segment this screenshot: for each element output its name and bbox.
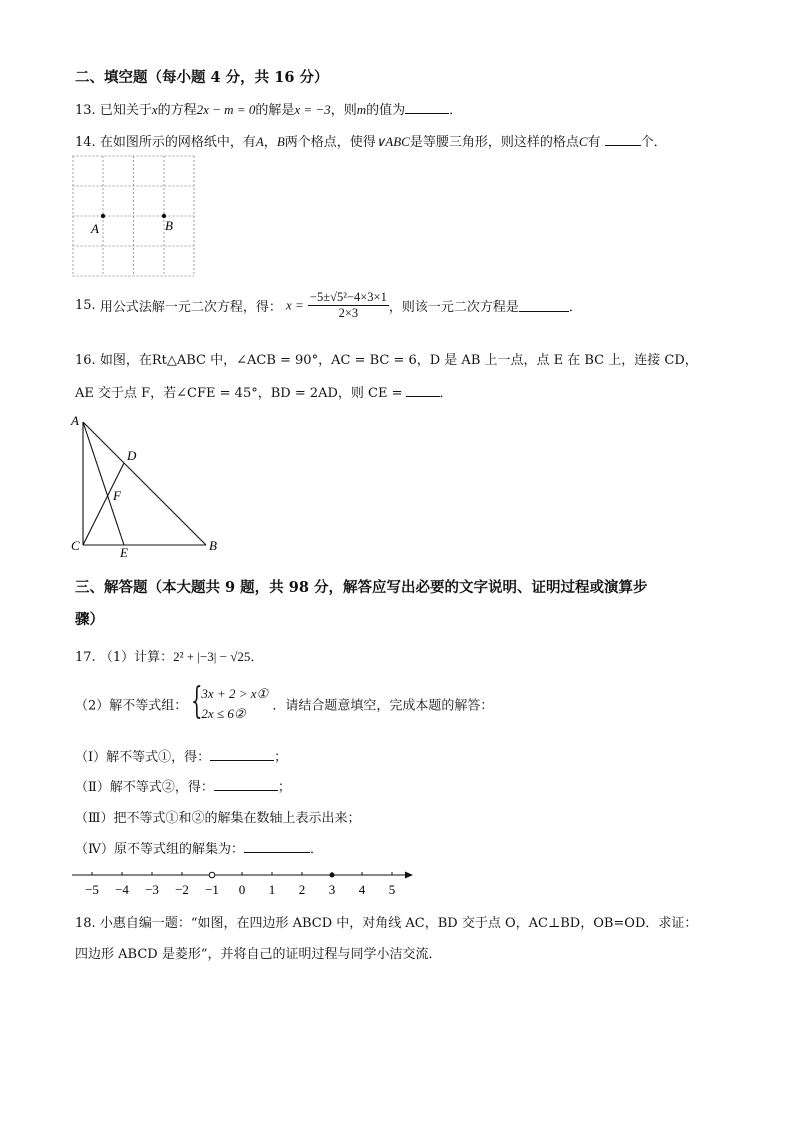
label-c: C xyxy=(71,538,80,553)
side-ab xyxy=(83,422,206,545)
q17-step2-text: （Ⅱ）解不等式②，得： xyxy=(75,780,214,795)
label-e: E xyxy=(120,545,128,560)
brace-icon: { xyxy=(191,681,203,722)
q13-tail: ． xyxy=(449,103,463,118)
q14-text1: 在如图所示的网格纸中，有 xyxy=(99,135,256,150)
grid-point-a xyxy=(101,214,105,218)
grid-label-a: A xyxy=(91,221,99,236)
q17-step1 xyxy=(75,746,287,765)
q17-step4 xyxy=(75,838,323,857)
q14-grid-figure xyxy=(72,155,197,279)
q14-text3: 是等腰三角形，则这样的格点 xyxy=(409,135,579,150)
q17-step2 xyxy=(75,776,291,795)
axis-tick-label: 2 xyxy=(298,882,306,897)
q17-inequality-1: 3x + 2 > x① xyxy=(201,686,269,701)
question-number: 15. xyxy=(75,298,96,313)
number-line xyxy=(70,866,420,900)
q15-denominator: 2×3 xyxy=(338,306,359,320)
q17-part2-label: （2）解不等式组： xyxy=(75,698,188,714)
q16-triangle-figure xyxy=(66,410,226,565)
axis-tick-label: 1 xyxy=(268,882,276,897)
question-13 xyxy=(75,99,462,118)
open-point-minus-1 xyxy=(209,872,215,878)
axis-tick-label: 5 xyxy=(388,882,396,897)
q16-tail: ． xyxy=(439,386,453,401)
question-number: 13. xyxy=(75,103,96,118)
q17-step4-text: （Ⅳ）原不等式组的解集为： xyxy=(75,842,244,857)
q13-text-post: ，则 xyxy=(330,103,357,118)
axis-tick-label: 3 xyxy=(328,882,336,897)
q18-line1: 小惠自编一题：“如图，在四边形 ABCD 中，对角线 AC，BD 交于点 O，AC⊥BD，OB=OD．求证： xyxy=(99,916,698,931)
question-16-line1 xyxy=(75,349,698,368)
answer-blank[interactable] xyxy=(519,299,569,312)
answer-blank[interactable] xyxy=(214,778,278,791)
q16-line1: 如图，在Rt△ABC 中，∠ACB = 90°，AC = BC = 6，D 是 AB 上一点，点 E 在 BC 上，连接 CD， xyxy=(99,353,698,368)
question-number: 16. xyxy=(75,353,96,368)
q13-equation: 2x − m = 0 xyxy=(196,102,256,117)
section-heading-solve: 三、解答题（本大题共 9 题，共 98 分，解答应写出必要的文字说明、证明过程或演算步 xyxy=(75,579,648,596)
q14-text4: 有 xyxy=(587,135,601,150)
q17-part1-label: （1）计算： xyxy=(99,650,174,665)
label-d: D xyxy=(127,448,137,463)
arrow-icon xyxy=(405,872,413,879)
answer-blank[interactable] xyxy=(244,840,310,853)
semicolon: ； xyxy=(274,750,288,765)
q13-var-x: x xyxy=(151,102,158,117)
q14-text2: 两个格点，使得 xyxy=(284,135,376,150)
axis-tick-label: −4 xyxy=(115,882,129,897)
question-15 xyxy=(75,290,582,321)
q17-inequality-2: 2x ≤ 6② xyxy=(201,706,246,721)
q13-text-mid2: 的解是 xyxy=(255,103,295,118)
question-18-line1 xyxy=(75,912,697,931)
axis-tick-label: −2 xyxy=(175,882,189,897)
q17-part2-instruction: ．请结合题意填空，完成本题的解答： xyxy=(272,698,494,714)
question-17-part1 xyxy=(75,646,263,665)
grid-label-b: B xyxy=(165,218,173,233)
axis-tick-label: −3 xyxy=(145,882,159,897)
q16-line2: AE 交于点 F，若∠CFE = 45°，BD = 2AD，则 CE = xyxy=(75,386,403,401)
question-number: 18. xyxy=(75,916,96,931)
axis-tick-label: 4 xyxy=(358,882,366,897)
q15-text1: 用公式法解一元二次方程，得： xyxy=(99,300,282,315)
q17-inequality-system xyxy=(191,681,269,724)
label-f: F xyxy=(113,488,121,503)
q15-numerator: −5±√5²−4×3×1 xyxy=(309,290,387,304)
question-17-part2 xyxy=(75,681,494,724)
q13-text-end: 的值为 xyxy=(366,103,406,118)
axis-tick-label: 0 xyxy=(238,882,246,897)
axis-tick-label: −1 xyxy=(205,882,219,897)
question-number: 14. xyxy=(75,135,96,150)
label-b: B xyxy=(209,538,217,553)
q14-tail: 个． xyxy=(640,135,667,150)
answer-blank[interactable] xyxy=(605,133,641,146)
segment-ae xyxy=(83,422,124,545)
period: ． xyxy=(310,842,324,857)
q14-point-b: B xyxy=(276,134,285,149)
question-14 xyxy=(75,131,667,150)
q13-var-m: m xyxy=(356,102,367,117)
q14-point-a: A xyxy=(255,134,264,149)
closed-point-3 xyxy=(330,873,335,878)
label-a: A xyxy=(71,413,79,428)
section-heading-solve-cont: 骤） xyxy=(75,611,104,628)
q17-step1-text: （Ⅰ）解不等式①，得： xyxy=(75,750,211,765)
question-18-line2: 四边形 ABCD 是菱形”，并将自己的证明过程与同学小洁交流． xyxy=(75,947,442,962)
semicolon: ； xyxy=(277,780,291,795)
q13-text-mid: 的方程 xyxy=(157,103,197,118)
q15-text2: ，则该一元二次方程是 xyxy=(388,300,519,315)
segment-cd xyxy=(83,463,124,545)
answer-blank[interactable] xyxy=(406,384,440,397)
section-heading-fill-in: 二、填空题（每小题 4 分，共 16 分） xyxy=(75,69,329,86)
q17-tail1: ． xyxy=(250,650,264,665)
axis-tick-label: −5 xyxy=(85,882,99,897)
answer-blank[interactable] xyxy=(210,748,274,761)
q15-fraction xyxy=(308,290,389,321)
q13-solution: x = −3 xyxy=(294,102,331,117)
q14-triangle: ∨ABC xyxy=(375,134,410,149)
q14-point-c: C xyxy=(578,134,588,149)
q17-expression: 2² + |−3| − √25 xyxy=(173,649,251,664)
q15-lhs: x = xyxy=(285,297,304,313)
q15-tail: ． xyxy=(568,300,582,315)
q13-text-pre: 已知关于 xyxy=(99,103,152,118)
answer-blank[interactable] xyxy=(405,101,449,114)
q14-sep: ， xyxy=(263,135,277,150)
question-number: 17. xyxy=(75,650,96,665)
question-16-line2 xyxy=(75,382,453,401)
q17-step3: （Ⅲ）把不等式①和②的解集在数轴上表示出来； xyxy=(75,811,361,826)
